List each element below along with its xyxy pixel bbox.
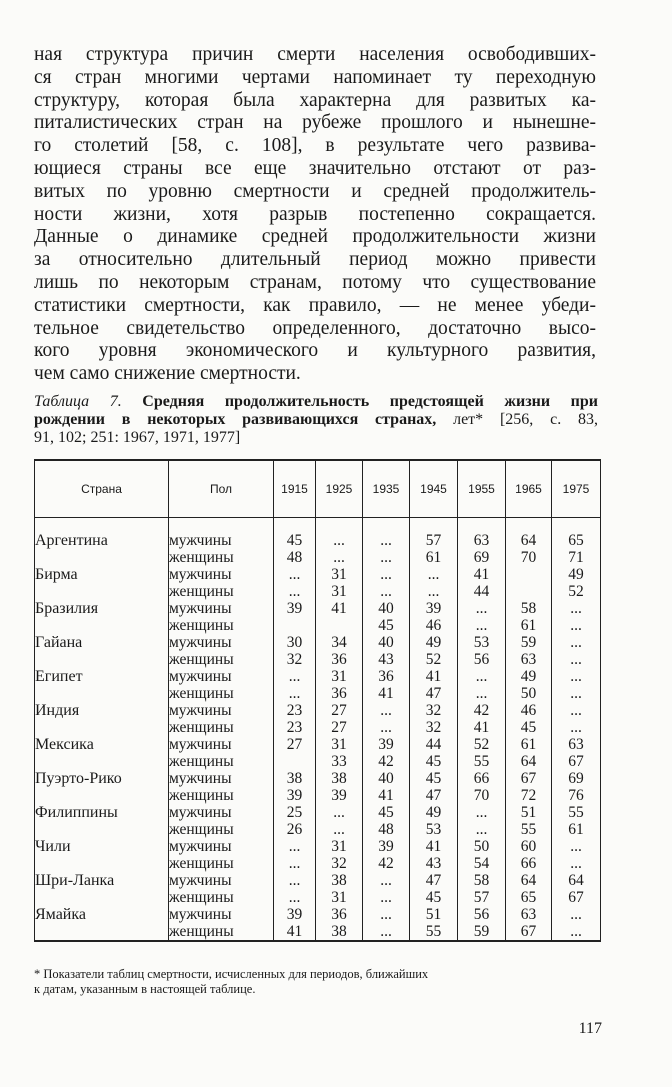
column-header: 1935	[363, 460, 410, 518]
table-row	[35, 685, 601, 702]
value-cell: 26	[274, 821, 316, 838]
value-cell: 55	[410, 923, 458, 941]
value-cell: 33	[316, 753, 363, 770]
table-caption	[34, 393, 598, 447]
value-cell: 60	[506, 838, 552, 855]
value-cell: 39	[410, 600, 458, 617]
value-cell: 45	[274, 532, 316, 549]
value-cell: ...	[552, 923, 601, 941]
sex-cell: мужчины	[169, 906, 274, 923]
value-cell: ...	[552, 838, 601, 855]
value-cell: ...	[552, 600, 601, 617]
value-cell	[506, 566, 552, 583]
value-cell: ...	[316, 532, 363, 549]
value-cell: 64	[552, 872, 601, 889]
value-cell: 46	[410, 617, 458, 634]
table-header-row	[35, 460, 601, 518]
value-cell: 46	[506, 702, 552, 719]
column-header: 1945	[410, 460, 458, 518]
value-cell: 59	[458, 923, 506, 941]
sex-cell: женщины	[169, 787, 274, 804]
value-cell: 36	[363, 668, 410, 685]
value-cell: ...	[552, 685, 601, 702]
value-cell: 38	[274, 770, 316, 787]
country-cell	[35, 889, 169, 906]
value-cell: ...	[363, 923, 410, 941]
value-cell: 39	[274, 600, 316, 634]
value-cell: ...	[363, 872, 410, 889]
value-cell: 32	[410, 719, 458, 736]
value-cell: 41	[363, 685, 410, 702]
sex-cell: мужчины	[169, 736, 274, 753]
value-cell: 63	[552, 736, 601, 753]
value-cell: 50	[458, 838, 506, 855]
value-cell: ...	[274, 685, 316, 702]
column-header: 1955	[458, 460, 506, 518]
paragraph-line: структуру, которая была характерна для развитых ка-	[34, 89, 596, 111]
value-cell: 55	[506, 821, 552, 838]
value-cell: ...	[363, 549, 410, 566]
spacer-row	[35, 518, 601, 533]
value-cell: 55	[552, 804, 601, 821]
sex-cell: мужчины	[169, 600, 274, 617]
sex-cell: женщины	[169, 753, 274, 770]
country-cell: Бразилия	[35, 600, 169, 617]
value-cell: 40	[363, 634, 410, 651]
value-cell: 32	[274, 651, 316, 668]
sex-cell: мужчины	[169, 872, 274, 889]
country-cell	[35, 651, 169, 668]
sex-cell: мужчины	[169, 838, 274, 855]
value-cell: 45	[410, 889, 458, 906]
value-cell: 61	[506, 617, 552, 634]
caption-line	[34, 393, 598, 411]
country-cell: Индия	[35, 702, 169, 719]
value-cell: ...	[363, 889, 410, 906]
column-header: 1975	[552, 460, 601, 518]
value-cell: 50	[506, 685, 552, 702]
value-cell: 64	[506, 872, 552, 889]
country-cell: Гайана	[35, 634, 169, 651]
column-header: 1965	[506, 460, 552, 518]
country-cell: Египет	[35, 668, 169, 685]
value-cell: ...	[410, 566, 458, 583]
value-cell: 45	[363, 617, 410, 634]
value-cell: 41	[458, 566, 506, 583]
paragraph-line: кого уровня экономического и культурного развития,	[34, 340, 596, 362]
value-cell: 23	[274, 702, 316, 719]
value-cell: 70	[458, 787, 506, 804]
value-cell: ...	[274, 855, 316, 872]
country-cell	[35, 753, 169, 770]
value-cell: ...	[552, 651, 601, 668]
table-row	[35, 736, 601, 753]
value-cell: ...	[363, 566, 410, 583]
value-cell: ...	[552, 668, 601, 685]
value-cell: 42	[363, 753, 410, 770]
value-cell: 65	[552, 532, 601, 549]
country-cell	[35, 787, 169, 804]
table-row	[35, 906, 601, 923]
value-cell: 69	[458, 549, 506, 566]
table-row	[35, 668, 601, 685]
value-cell: ...	[552, 906, 601, 923]
value-cell: 38	[316, 872, 363, 889]
sex-cell: мужчины	[169, 566, 274, 583]
value-cell: 42	[363, 855, 410, 872]
paragraph-line: питалистических стран на рубеже прошлого и нынешне-	[34, 112, 596, 134]
value-cell: 67	[506, 923, 552, 941]
value-cell: ...	[458, 600, 506, 617]
value-cell: 31	[316, 736, 363, 753]
body-paragraph	[34, 44, 596, 386]
caption-label: Таблица 7.	[34, 393, 122, 410]
caption-sources: 91, 102; 251: 1967, 1971, 1977]	[34, 429, 241, 446]
sex-cell: мужчины	[169, 634, 274, 651]
country-cell	[35, 685, 169, 702]
table-row	[35, 872, 601, 889]
value-cell: ...	[458, 821, 506, 838]
value-cell: ...	[316, 804, 363, 821]
paragraph-line: лишь по некоторым странам, потому что существование	[34, 271, 596, 293]
value-cell: 52	[552, 583, 601, 600]
value-cell: 70	[506, 549, 552, 566]
table-row	[35, 719, 601, 736]
value-cell: ...	[274, 838, 316, 855]
table-row	[35, 566, 601, 583]
column-header: Пол	[169, 460, 274, 518]
value-cell: 44	[410, 736, 458, 753]
paragraph-line: витых по уровню смертности и средней продолжитель-	[34, 180, 596, 202]
country-cell: Пуэрто-Рико	[35, 770, 169, 787]
paragraph-line: статистики смертности, как правило, — не менее убеди-	[34, 294, 596, 316]
footnote	[34, 967, 600, 997]
value-cell: 76	[552, 787, 601, 804]
table-row	[35, 804, 601, 821]
value-cell: 58	[506, 600, 552, 617]
value-cell: 56	[458, 906, 506, 923]
value-cell: 51	[410, 906, 458, 923]
value-cell: 23	[274, 719, 316, 736]
value-cell: 67	[506, 770, 552, 787]
value-cell: 31	[316, 583, 363, 600]
value-cell: 48	[274, 549, 316, 566]
country-cell: Ямайка	[35, 906, 169, 923]
value-cell: 59	[506, 634, 552, 651]
value-cell: 63	[458, 532, 506, 549]
value-cell: ...	[552, 702, 601, 719]
table-row	[35, 753, 601, 770]
value-cell: 27	[316, 719, 363, 736]
table-row	[35, 634, 601, 651]
table-row	[35, 600, 601, 617]
value-cell: 61	[552, 821, 601, 838]
sex-cell: мужчины	[169, 668, 274, 685]
value-cell: 31	[316, 566, 363, 583]
value-cell: ...	[458, 685, 506, 702]
country-cell: Мексика	[35, 736, 169, 753]
value-cell: ...	[410, 583, 458, 600]
value-cell: 65	[506, 889, 552, 906]
value-cell: 31	[316, 668, 363, 685]
sex-cell: мужчины	[169, 532, 274, 549]
value-cell: 34	[316, 634, 363, 651]
value-cell: 56	[458, 651, 506, 668]
value-cell: 40	[363, 770, 410, 787]
value-cell: 31	[316, 889, 363, 906]
value-cell: ...	[552, 634, 601, 651]
value-cell: 41	[363, 787, 410, 804]
value-cell: 41	[458, 719, 506, 736]
table-row	[35, 889, 601, 906]
sex-cell: женщины	[169, 549, 274, 566]
value-cell: 45	[410, 753, 458, 770]
value-cell: 61	[506, 736, 552, 753]
value-cell: ...	[552, 617, 601, 634]
paragraph-line: ся стран многими чертами напоминает ту переходную	[34, 66, 596, 88]
sex-cell: женщины	[169, 617, 274, 634]
country-cell	[35, 719, 169, 736]
value-cell: 27	[274, 736, 316, 770]
caption-units: лет* [256, с. 83,	[436, 411, 598, 428]
value-cell: 71	[552, 549, 601, 566]
table-row	[35, 583, 601, 600]
country-cell	[35, 923, 169, 941]
paragraph-line: за относительно длительный период можно привести	[34, 249, 596, 271]
value-cell: 45	[506, 719, 552, 736]
value-cell: 39	[274, 787, 316, 804]
value-cell: 67	[552, 753, 601, 770]
sex-cell: женщины	[169, 719, 274, 736]
table-row	[35, 821, 601, 838]
value-cell: 49	[410, 634, 458, 651]
paragraph-line: ющиеся страны все еще значительно отстают от раз-	[34, 157, 596, 179]
caption-title: Средняя продолжительность предстоящей жизни при	[121, 393, 598, 410]
paragraph-line: тельное свидетельство определенного, достаточно высо-	[34, 317, 596, 339]
table-row	[35, 855, 601, 872]
value-cell: ...	[363, 702, 410, 719]
value-cell: ...	[274, 668, 316, 685]
value-cell: ...	[363, 532, 410, 549]
value-cell: 27	[316, 702, 363, 719]
value-cell: 39	[316, 787, 363, 804]
value-cell: 49	[552, 566, 601, 583]
value-cell: ...	[316, 549, 363, 566]
value-cell: 57	[458, 889, 506, 906]
sex-cell: женщины	[169, 651, 274, 668]
value-cell: 64	[506, 532, 552, 549]
value-cell: 48	[363, 821, 410, 838]
value-cell: 47	[410, 787, 458, 804]
sex-cell: женщины	[169, 583, 274, 600]
value-cell: 36	[316, 906, 363, 923]
value-cell: 42	[458, 702, 506, 719]
table-body	[35, 518, 601, 942]
country-cell: Шри-Ланка	[35, 872, 169, 889]
value-cell: 47	[410, 872, 458, 889]
table-row	[35, 651, 601, 668]
table-row	[35, 787, 601, 804]
value-cell: ...	[363, 719, 410, 736]
value-cell: 63	[506, 906, 552, 923]
country-cell	[35, 855, 169, 872]
value-cell: 43	[363, 651, 410, 668]
column-header: 1915	[274, 460, 316, 518]
value-cell: 49	[410, 804, 458, 821]
value-cell: 41	[410, 668, 458, 685]
value-cell: ...	[274, 889, 316, 906]
country-cell: Чили	[35, 838, 169, 855]
value-cell: 58	[458, 872, 506, 889]
value-cell: 36	[316, 685, 363, 702]
sex-cell: женщины	[169, 889, 274, 906]
value-cell: 39	[363, 736, 410, 753]
value-cell: 66	[506, 855, 552, 872]
value-cell: 54	[458, 855, 506, 872]
country-cell	[35, 821, 169, 838]
sex-cell: мужчины	[169, 702, 274, 719]
value-cell: 57	[410, 532, 458, 549]
table-row	[35, 549, 601, 566]
value-cell: 53	[410, 821, 458, 838]
paragraph-line: ная структура причин смерти населения освободивших-	[34, 44, 596, 65]
footnote-line: * Показатели таблиц смертности, исчисленных для периодов, ближайших	[34, 967, 429, 981]
value-cell: ...	[274, 566, 316, 583]
column-header: 1925	[316, 460, 363, 518]
value-cell: 32	[410, 702, 458, 719]
value-cell: ...	[458, 804, 506, 821]
value-cell: 52	[458, 736, 506, 753]
sex-cell: женщины	[169, 923, 274, 941]
value-cell: 67	[552, 889, 601, 906]
sex-cell: мужчины	[169, 770, 274, 787]
life-expectancy-table	[34, 459, 601, 942]
value-cell: 32	[316, 855, 363, 872]
value-cell: ...	[363, 906, 410, 923]
country-cell	[35, 549, 169, 566]
value-cell: 41	[274, 923, 316, 941]
page-number: 117	[578, 1020, 602, 1037]
table-row	[35, 702, 601, 719]
sex-cell: женщины	[169, 685, 274, 702]
country-cell: Бирма	[35, 566, 169, 583]
value-cell: 38	[316, 923, 363, 941]
value-cell: 39	[274, 906, 316, 923]
value-cell: 43	[410, 855, 458, 872]
value-cell: 49	[506, 668, 552, 685]
value-cell: 63	[506, 651, 552, 668]
value-cell: 41	[410, 838, 458, 855]
value-cell: ...	[363, 583, 410, 600]
value-cell: 40	[363, 600, 410, 617]
value-cell: ...	[552, 855, 601, 872]
value-cell: 47	[410, 685, 458, 702]
value-cell: ...	[458, 617, 506, 634]
sex-cell: женщины	[169, 821, 274, 838]
table-row	[35, 838, 601, 855]
value-cell: 52	[410, 651, 458, 668]
value-cell: 25	[274, 804, 316, 821]
value-cell: 30	[274, 634, 316, 651]
column-header: Страна	[35, 460, 169, 518]
paragraph-line: чем само снижение смертности.	[34, 363, 301, 385]
footnote-line: к датам, указанным в настоящей таблице.	[34, 982, 256, 996]
value-cell	[506, 583, 552, 600]
value-cell: 41	[316, 600, 363, 634]
value-cell: ...	[316, 821, 363, 838]
value-cell: 36	[316, 651, 363, 668]
value-cell: ...	[552, 719, 601, 736]
value-cell: 51	[506, 804, 552, 821]
value-cell: ...	[274, 583, 316, 600]
value-cell: 31	[316, 838, 363, 855]
value-cell: 69	[552, 770, 601, 787]
paragraph-line: го столетий [58, с. 108], в результате чего развива-	[34, 135, 596, 157]
value-cell: 45	[410, 770, 458, 787]
value-cell: 45	[363, 804, 410, 821]
paragraph-line: Данные о динамике средней продолжительности жизни	[34, 226, 596, 248]
caption-title: рождении в некоторых развивающихся странах,	[34, 411, 437, 428]
table-row	[35, 770, 601, 787]
value-cell: 39	[363, 838, 410, 855]
country-cell	[35, 583, 169, 600]
value-cell: 61	[410, 549, 458, 566]
value-cell: 64	[506, 753, 552, 770]
value-cell: 66	[458, 770, 506, 787]
paragraph-line: ности жизни, хотя разрыв постепенно сокращается.	[34, 203, 596, 225]
value-cell: 38	[316, 770, 363, 787]
sex-cell: женщины	[169, 855, 274, 872]
value-cell: 44	[458, 583, 506, 600]
value-cell: ...	[274, 872, 316, 889]
value-cell: 72	[506, 787, 552, 804]
country-cell: Аргентина	[35, 532, 169, 549]
country-cell	[35, 617, 169, 634]
caption-line	[34, 411, 598, 429]
sex-cell: мужчины	[169, 804, 274, 821]
table-row	[35, 923, 601, 941]
table-row	[35, 532, 601, 549]
country-cell: Филиппины	[35, 804, 169, 821]
value-cell: ...	[458, 668, 506, 685]
value-cell: 55	[458, 753, 506, 770]
value-cell: 53	[458, 634, 506, 651]
